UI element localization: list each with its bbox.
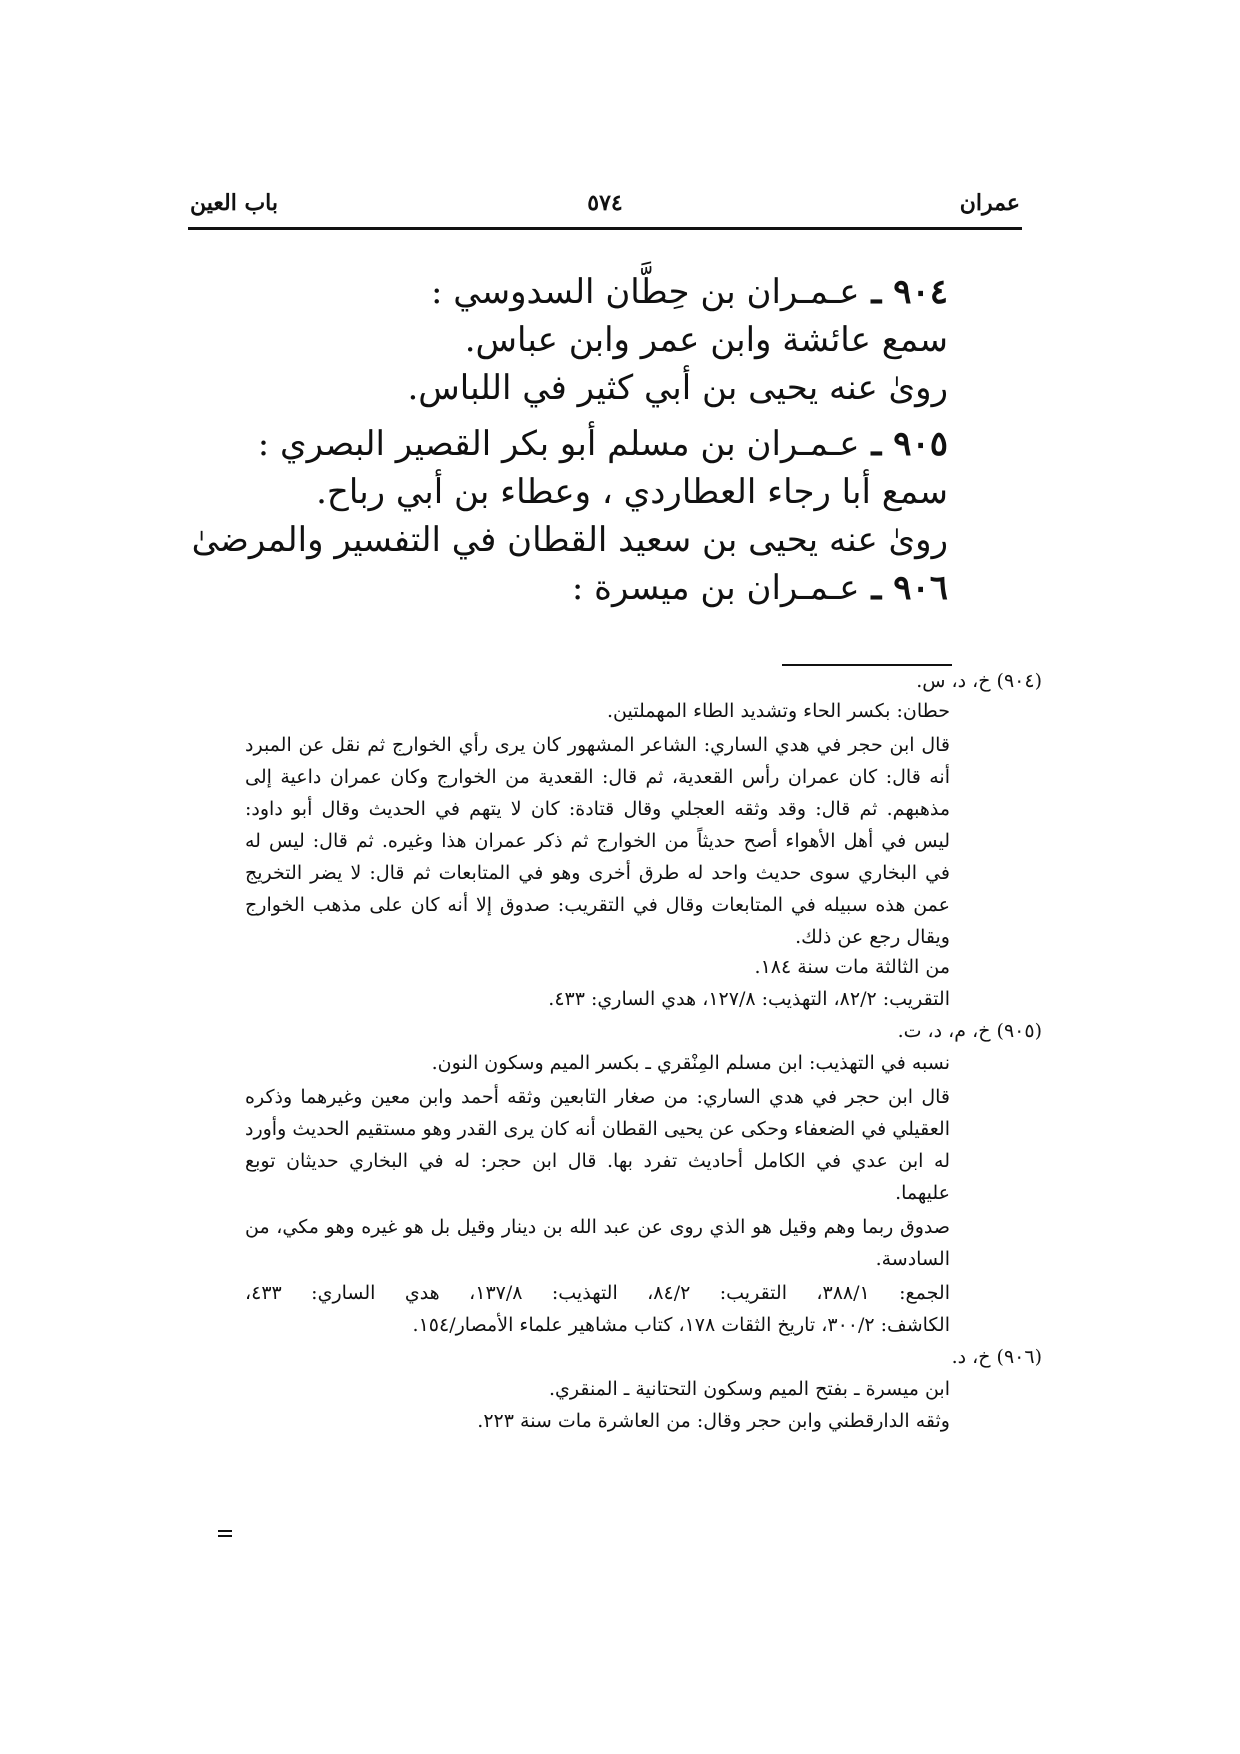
- entry-905-heading: ٩٠٥ ـ عـمـران بن مسلم أبو بكر القصير البصري :: [257, 424, 948, 464]
- footnote-line: عليهما.: [895, 1182, 950, 1204]
- end-of-page-mark: [218, 1530, 232, 1540]
- footnote-line: نسبه في التهذيب: ابن مسلم المِنْقري ـ بكسر الميم وسكون النون.: [431, 1052, 950, 1074]
- entry-904-line: روىٰ عنه يحيى بن أبي كثير في اللباس.: [407, 368, 948, 408]
- footnote-line: من الثالثة مات سنة ١٨٤.: [754, 956, 950, 978]
- footnote-line: مذهبهم. ثم قال: وقد وثقه العجلي وقال قتادة: كان لا يتهم في الحديث وقال أبو داود:: [245, 798, 950, 820]
- footnote-line: وثقه الدارقطني وابن حجر وقال: من العاشرة مات سنة ٢٢٣.: [477, 1410, 950, 1432]
- footnote-line: التقريب: ٨٢/٢، التهذيب: ١٢٧/٨، هدي الساري: ٤٣٣.: [548, 988, 950, 1010]
- entry-905-line: سمع أبا رجاء العطاردي ، وعطاء بن أبي رباح.: [316, 472, 948, 512]
- footnote-line: له ابن عدي في الكامل أحاديث تفرد بها. قال ابن حجر: له في البخاري حديثان توبع: [245, 1150, 950, 1172]
- footnote-marker: (٩٠٥) خ، م، د، ت.: [897, 1020, 1042, 1042]
- entry-number: ٩٠٥ ـ: [859, 424, 948, 464]
- footnote-line: في البخاري سوى حديث واحد له طرق أخرى وهو في المتابعات ثم قال: لا يضر التخريج: [245, 862, 950, 884]
- entry-904-heading: ٩٠٤ ـ عـمـران بن حِطَّان السدوسي :: [431, 272, 948, 312]
- footnote-line: قال ابن حجر في هدي الساري: الشاعر المشهور كان يرى رأي الخوارج ثم نقل عن المبرد: [245, 734, 950, 756]
- footnote-line: قال ابن حجر في هدي الساري: من صغار التابعين وثقه أحمد وابن معين وغيرهما وذكره: [245, 1086, 950, 1108]
- entry-905-line: روىٰ عنه يحيى بن سعيد القطان في التفسير والمرضىٰ: [191, 520, 948, 560]
- footnote-line: حطان: بكسر الحاء وتشديد الطاء المهملتين.: [606, 700, 950, 722]
- footnote-rule: [782, 664, 952, 666]
- footnote-line: ويقال رجع عن ذلك.: [795, 926, 950, 948]
- entry-904-line: سمع عائشة وابن عمر وابن عباس.: [464, 320, 948, 360]
- footnotes: [232, 670, 1042, 1570]
- footnote-line: العقيلي في الضعفاء وحكى عن يحيى القطان أنه كان يرى القدر وهو مستقيم الحديث وأورد: [245, 1118, 950, 1140]
- footnote-line: صدوق ربما وهم وقيل هو الذي روى عن عبد الله بن دينار وقيل بل هو غيره وهو مكي، من: [245, 1216, 950, 1238]
- footnote-line: أنه قال: كان عمران رأس القعدية، ثم قال: القعدية من الخوارج وكان عمران داعية إلى: [245, 766, 950, 788]
- entry-number: ٩٠٦ ـ: [859, 568, 948, 608]
- footnote-line: عمن هذه سبيله في المتابعات وقال في التقريب: صدوق إلا أنه كان على مذهب الخوارج: [245, 894, 950, 916]
- footnote-marker: (٩٠٦) خ، د.: [951, 1346, 1042, 1368]
- page-number: ٥٧٤: [587, 190, 623, 216]
- footnote-line: ابن ميسرة ـ بفتح الميم وسكون التحتانية ـ المنقري.: [548, 1378, 950, 1400]
- footnote-line: ليس في أهل الأهواء أصح حديثاً من الخوارج ثم ذكر عمران هذا وغيره. ثم قال: ليس له: [245, 830, 950, 852]
- footnote-line: السادسة.: [875, 1248, 950, 1270]
- chapter-title: باب العين: [190, 190, 279, 216]
- footnote-line: الكاشف: ٣٠٠/٢، تاريخ الثقات ١٧٨، كتاب مشاهير علماء الأمصار/١٥٤.: [412, 1314, 950, 1336]
- header-entry-word: عمران: [959, 190, 1020, 216]
- footnote-line: الجمع: ٣٨٨/١، التقريب: ٨٤/٢، التهذيب: ١٣٧/٨، هدي الساري: ٤٣٣،: [245, 1282, 950, 1304]
- entry-number: ٩٠٤ ـ: [859, 272, 948, 312]
- footnote-marker: (٩٠٤) خ، د، س.: [916, 670, 1042, 692]
- header-rule: [188, 227, 1022, 230]
- entry-906-heading: ٩٠٦ ـ عـمـران بن ميسرة :: [571, 568, 948, 608]
